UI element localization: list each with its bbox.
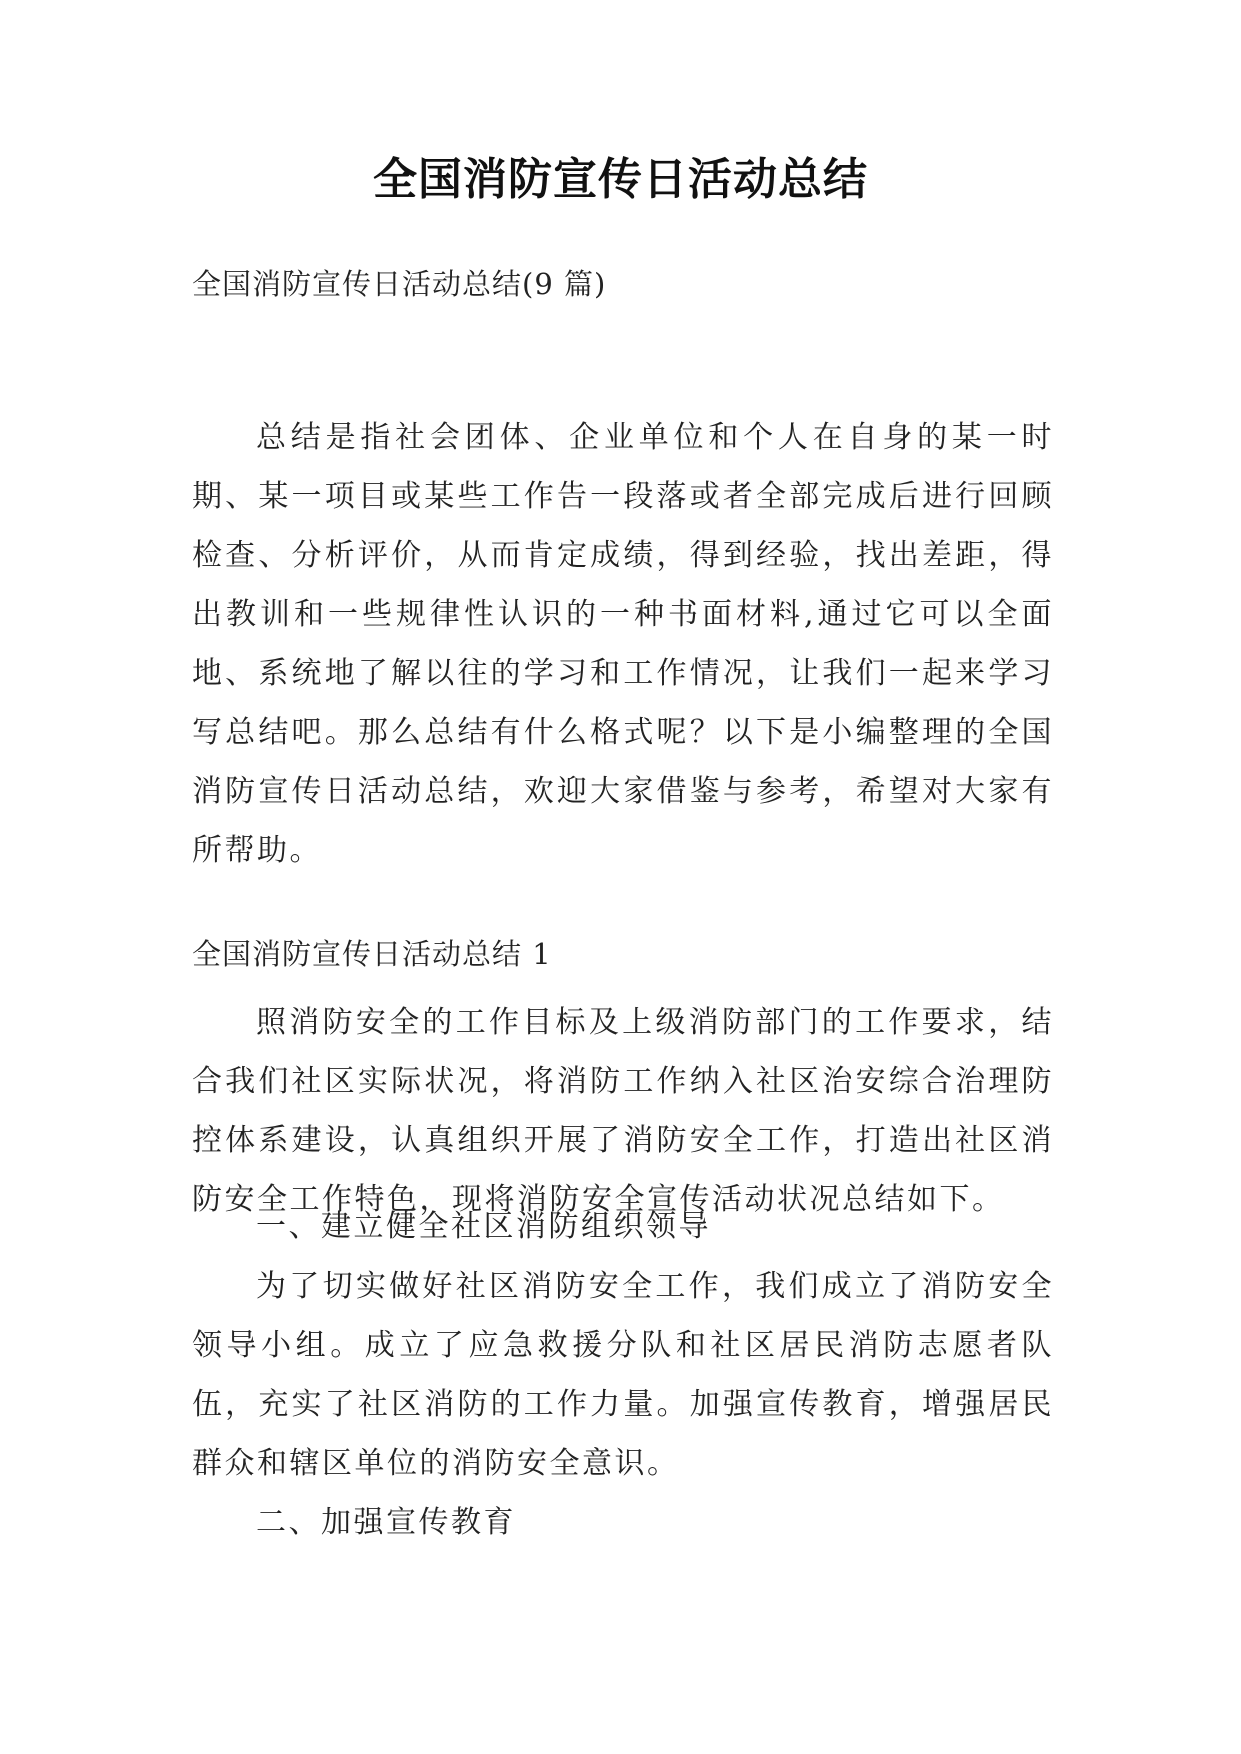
document-title: 全国消防宣传日活动总结 [373, 154, 868, 205]
section-heading-1: 一、建立健全社区消防组织领导 [256, 1209, 711, 1244]
document-subtitle: 全国消防宣传日活动总结(9 篇) [192, 267, 607, 301]
intro-paragraph: 总结是指社会团体、企业单位和个人在自身的某一时期、某一项目或某些工作告一段落或者全部完成后进行回顾检查、分析评价，从而肯定成绩，得到经验，找出差距，得出教训和一些规律性认识的一种书面材料,通过它可以全面地、系统地了解以往的学习和工作情况，让我们一起来学习写总结吧。那么总结有什么格式呢？以下是小编整理的全国消防宣传日活动总结，欢迎大家借鉴与参考，希望对大家有所帮助。 [192, 420, 1054, 868]
section-paragraph-1: 照消防安全的工作目标及上级消防部门的工作要求，结合我们社区实际状况，将消防工作纳入社区治安综合治理防控体系建设，认真组织开展了消防安全工作，打造出社区消防安全工作特色，现将消防安全宣传活动状况总结如下。 [192, 1005, 1054, 1217]
section-title: 全国消防宣传日活动总结 1 [192, 937, 552, 971]
section-paragraph-2: 为了切实做好社区消防安全工作，我们成立了消防安全领导小组。成立了应急救援分队和社区居民消防志愿者队伍，充实了社区消防的工作力量。加强宣传教育，增强居民群众和辖区单位的消防安全意识。 [192, 1269, 1054, 1481]
section-heading-2: 二、加强宣传教育 [256, 1505, 516, 1540]
